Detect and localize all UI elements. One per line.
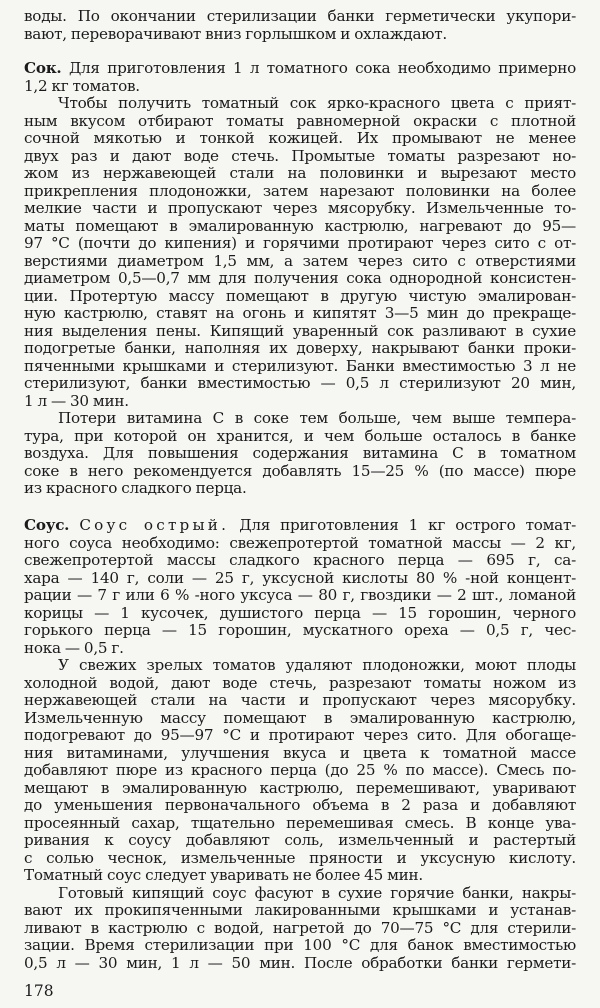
text-line: подогревают до 95—97 °C и протирают через сито. Для обогаще- — [24, 726, 576, 744]
text-line: жом из нержавеющей стали на половинки и вырезают место — [24, 164, 576, 182]
text-line: Готовый кипящий соус фасуют в сухие горячие банки, накры- — [58, 883, 576, 902]
text-line: до уменьшения первоначального объема в 2 раза и добавляют — [24, 796, 576, 814]
section-heading-sauce: Соус. — [24, 516, 70, 534]
text-line: мещают в эмалированную кастрюлю, перемешивают, уваривают — [24, 778, 576, 797]
text-line: У свежих зрелых томатов удаляют плодоножки, моют плоды — [58, 656, 576, 674]
text-line: ного соуса необходимо: свежепротертой томатной массы — 2 кг, — [24, 533, 576, 552]
text-line: сочной мякотью и тонкой кожицей. Их промывают не менее — [24, 129, 576, 147]
text-line: с солью чеснок, измельченные пряности и уксусную кислоту. — [24, 848, 576, 867]
text-line: вают, переворачивают вниз горлышком и охлаждают. — [24, 25, 447, 43]
text-line: 1,2 кг томатов. — [24, 76, 140, 95]
text-line: нержавеющей стали на части и пропускают через мясорубку. — [24, 691, 576, 709]
text-line: горького перца — 15 горошин, мускатного ореха — 0,5 г, чес- — [24, 621, 576, 639]
text-line: вают их прокипяченными лакированными крышками и устанав- — [24, 901, 576, 919]
text-line: ции. Протертую массу помещают в другую чистую эмалирован- — [24, 286, 576, 305]
section-juice-first-line — [24, 59, 576, 77]
text-span: Для приготовления 1 л томатного сока необходимо примерно — [68, 59, 577, 77]
text-line: ным вкусом отбирают томаты равномерной окраски с плотной — [24, 111, 576, 130]
text-line: пяченными крышками и стерилизуют. Банки вместимостью 3 л не — [24, 356, 576, 375]
text-line: корицы — 1 кусочек, душистого перца — 15 горошин, черного — [24, 603, 576, 622]
text-line: прикрепления плодоножки, затем нарезают половинки на более — [24, 181, 576, 200]
text-line: нока — 0,5 г. — [24, 638, 124, 657]
text-line: Томатный соус следует уваривать не более 45 мин. — [24, 866, 423, 884]
page-number: 178 — [24, 982, 54, 1000]
text-line: ния витаминами, улучшения вкуса и цвета к томатной массе — [24, 743, 576, 762]
text-line: 1 л — 30 мин. — [24, 391, 129, 410]
text-line: тура, при которой он хранится, и чем больше осталось в банке — [24, 426, 576, 445]
text-line: воды. По окончании стерилизации банки герметически укупори- — [24, 7, 576, 25]
text-line: диаметром 0,5—0,7 мм для получения сока однородной консистен- — [24, 269, 576, 287]
text-span: Для приготовления 1 кг острого томат- — [239, 516, 577, 534]
text-line: хара — 140 г, соли — 25 г, уксусной кислоты 80 % -ной концент- — [24, 568, 576, 587]
text-line: ную кастрюлю, ставят на огонь и кипятят 3—5 мин до прекраще- — [24, 304, 576, 322]
section-heading-juice: Сок. — [24, 59, 62, 77]
text-line: холодной водой, дают воде стечь, разрезают томаты ножом из — [24, 673, 576, 692]
text-line: мелкие части и пропускают через мясорубку. Измельченные то- — [24, 199, 576, 217]
text-line: маты помещают в эмалированную кастрюлю, нагревают до 95— — [24, 216, 576, 235]
text-line: Измельченную массу помещают в эмалированную кастрюлю, — [24, 708, 576, 727]
text-line: подогретые банки, наполняя их доверху, накрывают банки проки- — [24, 339, 576, 357]
text-line: зации. Время стерилизации при 100 °C для банок вместимостью — [24, 936, 576, 954]
text-line: соке в него рекомендуется добавлять 15—25 % (по массе) пюре — [24, 461, 576, 480]
text-line: свежепротертой массы сладкого красного перца — 695 г, са- — [24, 551, 576, 569]
section-sauce-first-line — [24, 516, 576, 534]
text-line: двух раз и дают воде стечь. Промытые томаты разрезают но- — [24, 146, 576, 165]
text-line: добавляют пюре из красного перца (до 25 % по массе). Смесь по- — [24, 761, 576, 779]
text-line: из красного сладкого перца. — [24, 479, 247, 497]
text-line: Чтобы получить томатный сок ярко-красного цвета с прият- — [58, 94, 576, 112]
text-line: ния выделения пены. Кипящий уваренный сок разливают в сухие — [24, 321, 576, 340]
text-line: Потери витамина С в соке тем больше, чем выше темпера- — [58, 409, 576, 427]
text-line: верстиями диаметром 1,5 мм, а затем через сито с отверстиями — [24, 251, 576, 270]
recipe-title: Соус острый. — [79, 516, 230, 534]
text-line: просеянный сахар, тщательно перемешивая смесь. В конце ува- — [24, 813, 576, 832]
text-line: воздуха. Для повышения содержания витамина С в томатном — [24, 444, 576, 462]
text-line: ливают в кастрюлю с водой, нагретой до 70—75 °C для стерили- — [24, 918, 576, 937]
text-line: 97 °C (почти до кипения) и горячими протирают через сито с от- — [24, 234, 576, 252]
text-line: стерилизуют, банки вместимостью — 0,5 л стерилизуют 20 мин, — [24, 374, 576, 392]
text-line: ривания к соусу добавляют соль, измельченный и растертый — [24, 831, 576, 849]
text-line: 0,5 л — 30 мин, 1 л — 50 мин. После обработки банки гермети- — [24, 953, 576, 972]
text-line: рации — 7 г или 6 % -ного уксуса — 80 г, гвоздики — 2 шт., ломаной — [24, 586, 576, 604]
